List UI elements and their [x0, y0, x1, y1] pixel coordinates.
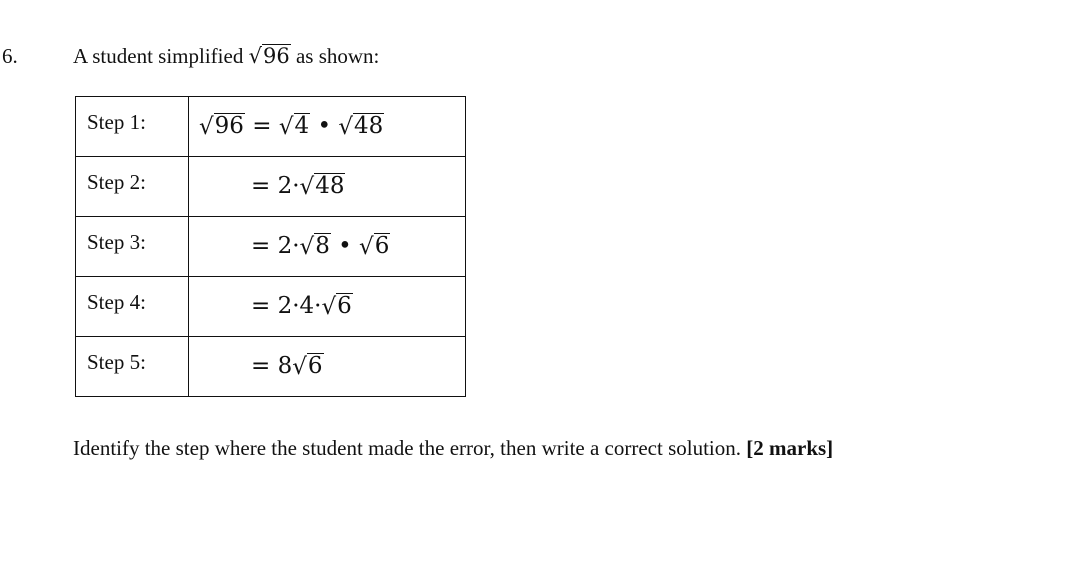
sqrt-term: [199, 113, 245, 138]
multiply-dot: •: [310, 113, 339, 140]
sqrt-term: [300, 233, 331, 258]
prompt-sqrt-expression: [249, 44, 291, 67]
step-label: Step 5:: [76, 337, 189, 397]
step-label: Step 3:: [76, 217, 189, 277]
multiply-dot: •: [330, 233, 360, 260]
marks-label: [2 marks]: [746, 436, 834, 460]
coefficient: 2·4·: [277, 293, 322, 320]
radicand: 96: [214, 113, 244, 140]
step-expression: [189, 337, 466, 397]
equals-sign: =: [251, 173, 278, 200]
radicand: 96: [262, 44, 290, 68]
step-expression: [189, 277, 466, 337]
sqrt-symbol: √: [359, 233, 374, 260]
step-expression: [189, 157, 466, 217]
prompt-text-after: as shown:: [290, 44, 380, 69]
sqrt-symbol: √: [321, 293, 337, 320]
question-number: 6.: [2, 44, 18, 68]
sqrt-term: [292, 353, 323, 378]
equals-sign: =: [244, 113, 279, 140]
step-label: Step 2:: [76, 157, 189, 217]
equals-sign: =: [251, 293, 278, 320]
radicand: 6: [307, 353, 323, 380]
radicand: 8: [315, 233, 330, 260]
step-row-4: [76, 277, 466, 337]
radicand: 4: [294, 113, 310, 140]
step-row-3: [76, 217, 466, 277]
sqrt-term: [279, 113, 310, 138]
coefficient: 8: [277, 353, 293, 380]
sqrt-symbol: √: [299, 233, 315, 260]
step-expression: [189, 97, 466, 157]
radicand: 6: [374, 233, 390, 260]
coefficient: 2·: [277, 233, 300, 260]
sqrt-symbol: √: [278, 113, 294, 140]
sqrt-term: [338, 113, 384, 138]
sqrt-symbol: √: [248, 44, 262, 69]
radicand: 6: [337, 293, 352, 320]
sqrt-symbol: √: [299, 173, 315, 200]
steps-table: [75, 96, 466, 397]
step-row-1: [76, 97, 466, 157]
sqrt-term: [321, 293, 352, 318]
step-expression: [189, 217, 466, 277]
sqrt-symbol: √: [199, 113, 214, 140]
radicand: 48: [315, 173, 345, 200]
radicand: 48: [354, 113, 384, 140]
sqrt-term: [300, 173, 346, 198]
equals-sign: =: [251, 353, 278, 380]
sqrt-term: [359, 233, 390, 258]
instruction-text: Identify the step where the student made the error, then write a correct solution.: [73, 436, 747, 460]
step-label: Step 1:: [76, 97, 189, 157]
question-prompt: [73, 44, 379, 69]
sqrt-symbol: √: [338, 113, 353, 140]
step-row-2: [76, 157, 466, 217]
instruction: [73, 436, 833, 461]
sqrt-symbol: √: [292, 353, 307, 380]
prompt-text-before: A student simplified: [73, 44, 249, 69]
coefficient: 2·: [277, 173, 300, 200]
equals-sign: =: [251, 233, 278, 260]
step-label: Step 4:: [76, 277, 189, 337]
step-row-5: [76, 337, 466, 397]
